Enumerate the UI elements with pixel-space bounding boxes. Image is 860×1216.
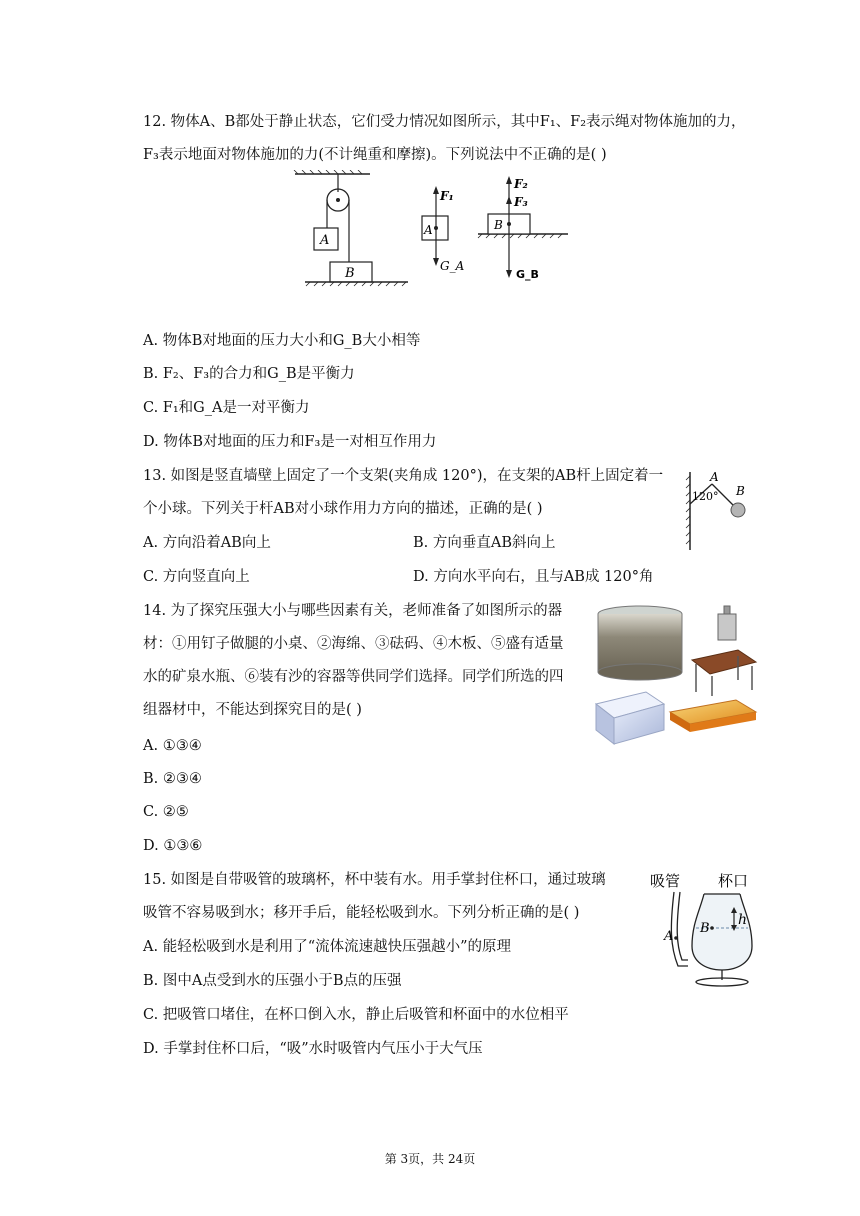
- q15-option-d: D. 手掌封住杯口后，“吸”水时吸管内气压小于大气压: [143, 1041, 483, 1057]
- svg-text:杯口: 杯口: [718, 872, 749, 890]
- q13-option-d: D. 方向水平向右，且与AB成 120°角: [413, 569, 654, 585]
- svg-text:F₃: F₃: [514, 195, 528, 209]
- svg-text:F₂: F₂: [514, 177, 528, 191]
- svg-text:G_B: G_B: [516, 268, 539, 281]
- q15-option-c: C. 把吸管口堵住，在杯口倒入水，静止后吸管和杯面中的水位相平: [143, 1007, 569, 1023]
- q12-stem-line2: F₃表示地面对物体施加的力(不计绳重和摩擦)。下列说法中不正确的是( ): [143, 147, 607, 163]
- q15-stem-line2: 吸管不容易吸到水；移开手后，能轻松吸到水。下列分析正确的是( ): [143, 905, 580, 921]
- q12-option-c: C. F₁和G_A是一对平衡力: [143, 400, 310, 416]
- q14-option-a: A. ①③④: [143, 738, 202, 754]
- page-footer: 第 3页，共 24页: [384, 1152, 476, 1166]
- q14-stem-line3: 水的矿泉水瓶、⑥装有沙的容器等供同学们选择。同学们所选的四: [143, 669, 564, 685]
- q14-option-d: D. ①③⑥: [143, 838, 203, 854]
- q15-option-b: B. 图中A点受到水的压强小于B点的压强: [143, 973, 402, 989]
- svg-text:A: A: [424, 223, 433, 237]
- svg-text:A: A: [710, 470, 719, 484]
- q13-stem-line1: 13. 如图是竖直墙壁上固定了一个支架(夹角成 120°)，在支架的AB杆上固定着一: [143, 468, 664, 484]
- svg-text:F₁: F₁: [440, 189, 454, 203]
- svg-text:B: B: [700, 921, 710, 936]
- q14-option-c: C. ②⑤: [143, 804, 189, 820]
- q12-figure: [290, 170, 580, 290]
- q14-option-b: B. ②③④: [143, 771, 202, 787]
- q13-figure: [684, 470, 784, 552]
- svg-text:G_A: G_A: [440, 259, 465, 273]
- q14-figure: [590, 600, 760, 746]
- svg-text:120°: 120°: [692, 490, 719, 503]
- q15-option-a: A. 能轻松吸到水是利用了“流体流速越快压强越小”的原理: [143, 939, 512, 955]
- q13-option-a: A. 方向沿着AB向上: [143, 535, 271, 551]
- q14-stem-line2: 材：①用钉子做腿的小桌、②海绵、③砝码、④木板、⑤盛有适量: [143, 636, 564, 652]
- svg-text:A: A: [664, 929, 674, 944]
- q15-stem-line1: 15. 如图是自带吸管的玻璃杯，杯中装有水。用手掌封住杯口，通过玻璃: [143, 872, 606, 888]
- q15-figure: [648, 866, 784, 994]
- svg-text:吸管: 吸管: [650, 872, 681, 890]
- q13-stem-line2: 个小球。下列关于杆AB对小球作用力方向的描述，正确的是( ): [143, 501, 543, 517]
- q12-option-d: D. 物体B对地面的压力和F₃是一对相互作用力: [143, 434, 437, 450]
- svg-text:B: B: [494, 218, 503, 232]
- q13-option-c: C. 方向竖直向上: [143, 569, 250, 585]
- svg-text:h: h: [738, 912, 748, 928]
- svg-text:B: B: [345, 266, 355, 281]
- q14-stem-line4: 组器材中，不能达到探究目的是( ): [143, 702, 362, 718]
- q14-stem-line1: 14. 为了探究压强大小与哪些因素有关，老师准备了如图所示的器: [143, 603, 563, 619]
- svg-text:B: B: [736, 484, 745, 498]
- q13-option-b: B. 方向垂直AB斜向上: [413, 535, 556, 551]
- svg-text:A: A: [320, 233, 330, 248]
- q12-option-a: A. 物体B对地面的压力大小和G_B大小相等: [143, 333, 421, 349]
- q12-stem-line1: 12. 物体A、B都处于静止状态，它们受力情况如图所示，其中F₁、F₂表示绳对物体施加的力，: [143, 114, 746, 130]
- q12-option-b: B. F₂、F₃的合力和G_B是平衡力: [143, 366, 355, 382]
